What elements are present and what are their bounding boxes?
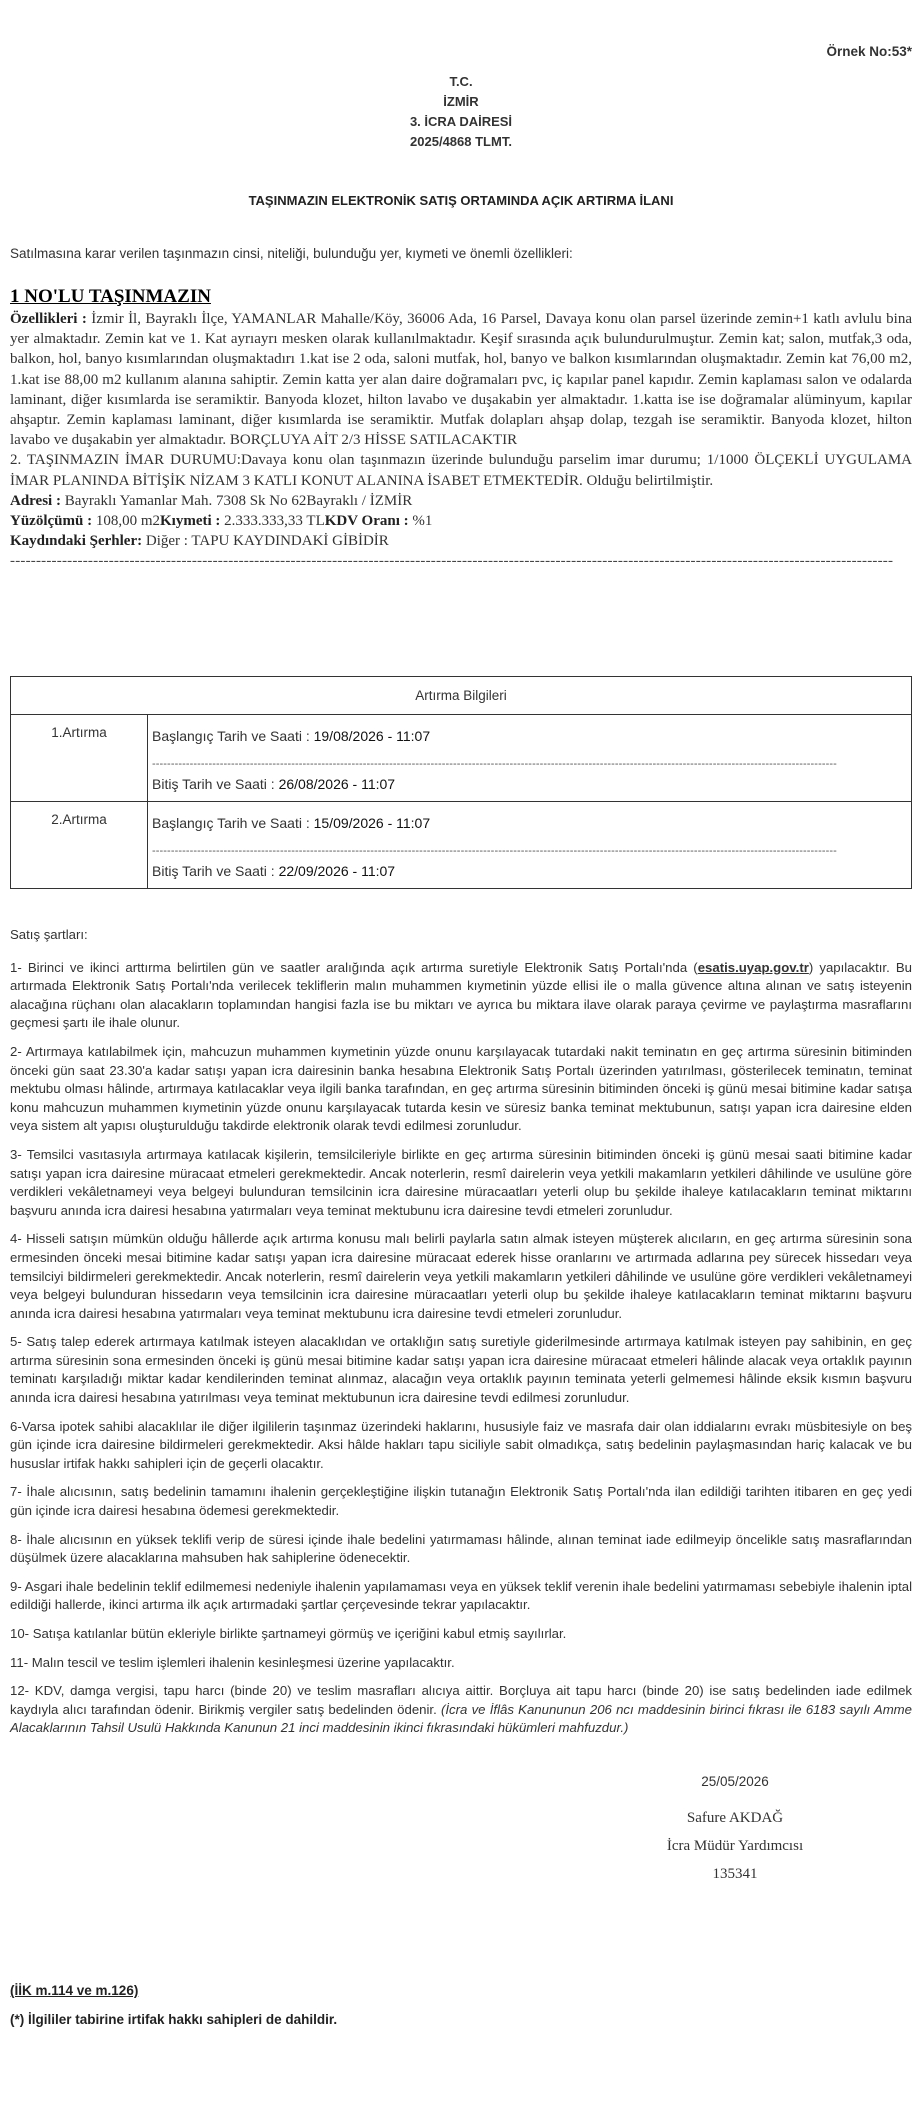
artirma-row-2 bbox=[11, 802, 912, 889]
esatis-link[interactable]: esatis.uyap.gov.tr bbox=[697, 959, 809, 975]
satis-sartlari-section bbox=[10, 926, 912, 1748]
baslangic-label: Başlangıç Tarih ve Saati : bbox=[152, 728, 314, 744]
signature-date: 25/05/2026 bbox=[701, 1774, 769, 1789]
satis-sart-6: 6-Varsa ipotek sahibi alacaklılar ile diğer ilgililerin taşınmaz üzerindeki haklarını, hususiyle faiz ve masrafa dair olan iddialarını evrakı müsbitesiyle on beş gün içinde icra dairesine bildirmeleri gerekmektedir. Aksi hâlde hakları tapu siciliyle sabit olmadıkça, satış bedelinin paylaşmasından hariç kalacak ve bu hususlar irtifak hakkı sahipleri için de geçerli olacaktır. bbox=[10, 1418, 912, 1471]
baslangic-value: 19/08/2026 - 11:07 bbox=[313, 728, 431, 744]
satis-sart-5: 5- Satış talep ederek artırmaya katılmak isteyen alacaklıdan ve ortaklığın satış suretiyle giderilmesinde artırmaya katılmak isteyen pay sahibinin, en geç artırma süresinin sona ermesinden önceki iş günü mesai bitimine kadar satışı yapan icra dairesine müracaat etmeleri hâlinde alacak veya ortaklık payının teminatı karşıladığı miktar kadar kendilerinden teminat alınmaz, alacağın veya ortaklık payının teminata yeterli gelmemesi hâlinde eksik kısmın başvuru anında icra dairesi hesabına yatırılması veya teminat mektubunun icra dairesine tevdi edilmesi zorunludur. bbox=[10, 1334, 912, 1406]
satis-sart-2: 2- Artırmaya katılabilmek için, mahcuzun muhammen kıymetinin yüzde onunu karşılayacak tutardaki nakit teminatın en geç artırma süresinin bitiminden önceki gün saat 23.30'a kadar satışı yapan icra dairesinin banka hesabına Elektronik Satış Portalı üzerinden yatırılması, gösterilecek teminatın, teminat mektubu olması hâlinde, artırmaya katılacaklar veya ilgili banka tarafından, en geç artırma süresinin bitiminden önceki iş günü mesai bitimine kadar satışa konu mahcuzun muhammen kıymetinin yüzde onunu karşılayacak tutarda kesin ve süresiz banka teminat mektubunun, satışı yapan icra dairesine elden veya sistem alt yapısı oluşturulduğu takdirde elektronik olarak tevdi edilmesi zorunludur. bbox=[10, 1043, 912, 1134]
ozellikleri-label: Özellikleri : bbox=[10, 311, 87, 327]
satis-sart-10: 10- Satışa katılanlar bütün ekleriyle birlikte şartnameyi görmüş ve içeriğini kabul etmiş sayılırlar. bbox=[10, 1626, 567, 1641]
serhler-value: Diğer : TAPU KAYDINDAKİ GİBİDİR bbox=[142, 533, 389, 550]
artirma-row-dates bbox=[148, 802, 912, 889]
satis-sart-1-text: 1- Birinci ve ikinci arttırma belirtilen gün ve saatler aralığında açık artırma suretiyle Elektronik Satış Portalı'nda ( bbox=[10, 959, 698, 975]
bitis-label: Bitiş Tarih ve Saati : bbox=[152, 863, 279, 879]
header-city: İZMİR bbox=[443, 94, 479, 109]
signer-title: İcra Müdür Yardımcısı bbox=[666, 1838, 804, 1854]
kiymeti-value: 2.333.333,33 TL bbox=[220, 513, 325, 530]
ozellikleri-paragraph bbox=[10, 309, 912, 450]
header-office: 3. İCRA DAİRESİ bbox=[409, 114, 513, 129]
imar-paragraph: 2. TAŞINMAZIN İMAR DURUMU:Davaya konu olan taşınmazın üzerinde bulunduğu parselim imar durumu; 1/1000 ÖLÇEKLİ UYGULAMA İMAR PLANINDA BİTİŞİK NİZAM 3 KATLI KONUT ALANINA İSABET ETMEKTEDİR. Olduğu belirtilmiştir. bbox=[10, 452, 912, 489]
artirma-row-1 bbox=[11, 715, 912, 802]
adres-label: Adresi : bbox=[10, 492, 61, 509]
bitis-line bbox=[152, 776, 907, 792]
kdv-value: %1 bbox=[408, 513, 433, 530]
header-block bbox=[10, 72, 912, 152]
satis-sart-12-note: (İcra ve İflâs Kanununun 206 ncı maddesinin birinci fıkrası ile 6183 sayılı Amme Alacaklarının Tahsil Usulü Hakkında Kanunun 21 inci maddesinin ikinci fıkrasındaki hükümleri mahfuzdur.) bbox=[10, 1701, 913, 1736]
serhler-line bbox=[10, 531, 912, 551]
ornek-no: Örnek No:53* bbox=[826, 44, 912, 59]
artirma-table bbox=[10, 676, 912, 889]
artirma-divider: -------------------------------------------------------------------------------------------------------------------------------------------------------------------------------------- bbox=[152, 845, 837, 857]
satis-sart-9: 9- Asgari ihale bedelinin teklif edilmemesi nedeniyle ihalenin yapılamaması veya en yüksek teklif verenin ihale bedelini yatırmaması sebebiyle ihalenin iptal edildiği hallerde, ikinci artırma ilk açık artırmadaki şartlar çerçevesinde tekrar yapılacaktır. bbox=[10, 1578, 912, 1613]
artirma-row-label: 2.Artırma bbox=[11, 802, 148, 889]
yuzolcumu-value: 108,00 m2 bbox=[92, 513, 161, 530]
satis-sart-3: 3- Temsilci vasıtasıyla artırmaya katılacak kişilerin, temsilcileriyle birlikte en geç artırma süresinin bitiminden önceki iş günü mesai saati bitimine kadar satışı yapan icra dairesine müracaat etmeleri gerekmektedir. Ancak noterlerin, resmî dairelerin veya yetkili makamların yetkileri dâhilinde ve usulüne göre verdikleri vekâletnameyi veya belgeyi bulunduran temsilcinin icra dairesine müracaatları yeterli olup bu şekilde ihaleye katılacakların teminat miktarını başvuru anında icra dairesi hesabına yatırmaları veya teminat mektubunu icra dairesine tevdi etmeleri zorunludur. bbox=[10, 1146, 912, 1218]
kiymeti-label: Kıymeti : bbox=[160, 513, 221, 530]
tasinmaz-section bbox=[10, 285, 912, 572]
satis-sart-8: 8- İhale alıcısının en yüksek teklifi verip de süresi içinde ihale bedelini yatırmaması hâlinde, alınan teminat iade edilmeyip öncelikle satış masraflarından düşülmek üzere alacaklarına mahsuben hak sahiplerine ödenecektir. bbox=[10, 1531, 912, 1566]
satis-sart-12-text: 12- KDV, damga vergisi, tapu harcı (binde 20) ve teslim masrafları alıcıya aittir. Borçluya ait tapu harcı (binde 20) ise satış bedelinden iade edilmek kaydıyla alıcı tarafından ödenir. Birikmiş vergiler satış bedelinden ödenir. bbox=[10, 1683, 912, 1717]
header-file-no: 2025/4868 TLMT. bbox=[410, 134, 512, 149]
baslangic-value: 15/09/2026 - 11:07 bbox=[313, 815, 431, 831]
signer-number: 135341 bbox=[712, 1866, 758, 1882]
bitis-value: 22/09/2026 - 11:07 bbox=[278, 863, 396, 879]
baslangic-line bbox=[152, 728, 907, 744]
intro-text: Satılmasına karar verilen taşınmazın cinsi, niteliği, bulunduğu yer, kıymeti ve önemli özellikleri: bbox=[10, 246, 573, 261]
artirma-row-dates bbox=[148, 715, 912, 802]
ozellikleri-text: İzmir İl, Bayraklı İlçe, YAMANLAR Mahalle/Köy, 36006 Ada, 16 Parsel, Davaya konu olan parsel üzerinde zemin+1 katlı avlulu bina yer almaktadır. Zemin kat ve 1. Kat ayrıayrı mesken olarak kullanılmaktadır. Keşif sırasında açık bulundurulmuştur. Zemin kat; salon, mutfak,3 oda, balkon, hol, banyo kısımlarından oluşmaktadırı 1.kat ise 2 oda, saloni mutfak, hol, banyo ve balkon kısımlarından oluşmaktadır. Zemin kat 76,00 m2, 1.kat ise 88,00 m2 kullanım alanına sahiptir. Zemin katta yer alan daire doğramaları pvc, iç kapılar panel kapıdır. Zemin kaplaması salon ve odalarda laminant, diğer kısımlarda ise seramiktir. Banyoda klozet, hilton lavabo ve duşakabin yer almaktadır. 1.katta ise ise doğramalar alüminyum, kapılar ahşaptır. Zemin kaplaması laminant, diğer kısımlarda ise seramiktir. Mutfak dolapları ahşap dolap, tezgah ise seramiktir. Banyoda klozet, hilton lavabo ve duşakabin yer almaktadır. BORÇLUYA AİT 2/3 HİSSE SATILACAKTIR bbox=[10, 311, 912, 449]
bitis-value: 26/08/2026 - 11:07 bbox=[278, 776, 396, 792]
artirma-row-label: 1.Artırma bbox=[11, 715, 148, 802]
satis-sart-7: 7- İhale alıcısının, satış bedelinin tamamını ihalenin gerçekleştiğine ilişkin tutanağın Elektronik Satış Portalı'nda ilan edildiği tarihten itibaren en geç yedi gün içinde icra dairesi hesabına ödemesi gerekmektedir. bbox=[10, 1484, 912, 1519]
tasinmaz-heading: 1 NO'LU TAŞINMAZIN bbox=[10, 286, 211, 307]
kdv-label: KDV Oranı : bbox=[324, 513, 409, 530]
artirma-table-title: Artırma Bilgileri bbox=[11, 677, 912, 715]
kiymet-line bbox=[10, 511, 912, 531]
adres-value: Bayraklı Yamanlar Mah. 7308 Sk No 62Bayraklı / İZMİR bbox=[60, 492, 413, 509]
signer-name: Safure AKDAĞ bbox=[686, 1810, 784, 1826]
signature-block bbox=[610, 1804, 860, 1888]
satis-sart-11: 11- Malın tescil ve teslim işlemleri ihalenin kesinleşmesi üzerine yapılacaktır. bbox=[10, 1654, 455, 1670]
bitis-line bbox=[152, 863, 907, 879]
satis-sart-1 bbox=[10, 959, 912, 1033]
footer-note: (*) İlgililer tabirine irtifak hakkı sahipleri de dahildir. bbox=[10, 2012, 338, 2027]
satis-sart-1-rest: ) yapılacaktır. Bu artırmada Elektronik Satış Portalı'nda verilecek tekliflerin malın muhammen kıymetinin yüzde ellisi ile o malla güvence altına alınan ve satış isteyenin alacağına rüçhanı olan alacakların toplamından hangisi fazla ise bu miktarı ve ayrıca bu miktara ilave olarak paraya çevirme ve paylaştırma masraflarını geçmesi şartı ile ihale olunur. bbox=[10, 959, 912, 1031]
header-tc: T.C. bbox=[449, 74, 473, 89]
adres-line bbox=[10, 491, 912, 511]
yuzolcumu-label: Yüzölçümü : bbox=[10, 513, 93, 530]
ilan-title: TAŞINMAZIN ELEKTRONİK SATIŞ ORTAMINDA AÇIK ARTIRMA İLANI bbox=[248, 193, 674, 208]
baslangic-label: Başlangıç Tarih ve Saati : bbox=[152, 815, 314, 831]
footer-law-reference: (İİK m.114 ve m.126) bbox=[10, 1983, 139, 1998]
serhler-label: Kaydındaki Şerhler: bbox=[10, 533, 143, 550]
tasinmaz-divider: -------------------------------------------------------------------------------------------------------------------------------------------------------------------------- bbox=[10, 553, 894, 570]
satis-sart-12 bbox=[10, 1682, 912, 1738]
bitis-label: Bitiş Tarih ve Saati : bbox=[152, 776, 279, 792]
baslangic-line bbox=[152, 815, 907, 831]
satis-sart-4: 4- Hisseli satışın mümkün olduğu hâllerde açık artırma konusu malı belirli paylarla satın almak isteyen müşterek alıcıların, en geç artırma süresinin sona ermesinden önceki mesai bitimine kadar satışı yapan icra dairesine müracaat ederek hisse oranlarını ve artırmada adlarına pey sürecek hissedarı veya temsilciyi bildirmeleri gerekmektedir. Ancak noterlerin, resmî dairelerin veya yetkili makamların yetkileri dâhilinde ve usulüne göre verdikleri vekâletnameyi veya belgeyi bulunduran hissedarın veya temsilcinin icra dairesine müracaatları yeterli olup bu şekilde ihaleye katılacakların teminat miktarını başvuru anında icra dairesi hesabına yatırmaları veya teminat mektubunu icra dairesine tevdi etmeleri zorunludur. bbox=[10, 1231, 912, 1321]
artirma-divider: -------------------------------------------------------------------------------------------------------------------------------------------------------------------------------------- bbox=[152, 758, 837, 770]
satis-sartlari-title: Satış şartları: bbox=[10, 927, 88, 942]
